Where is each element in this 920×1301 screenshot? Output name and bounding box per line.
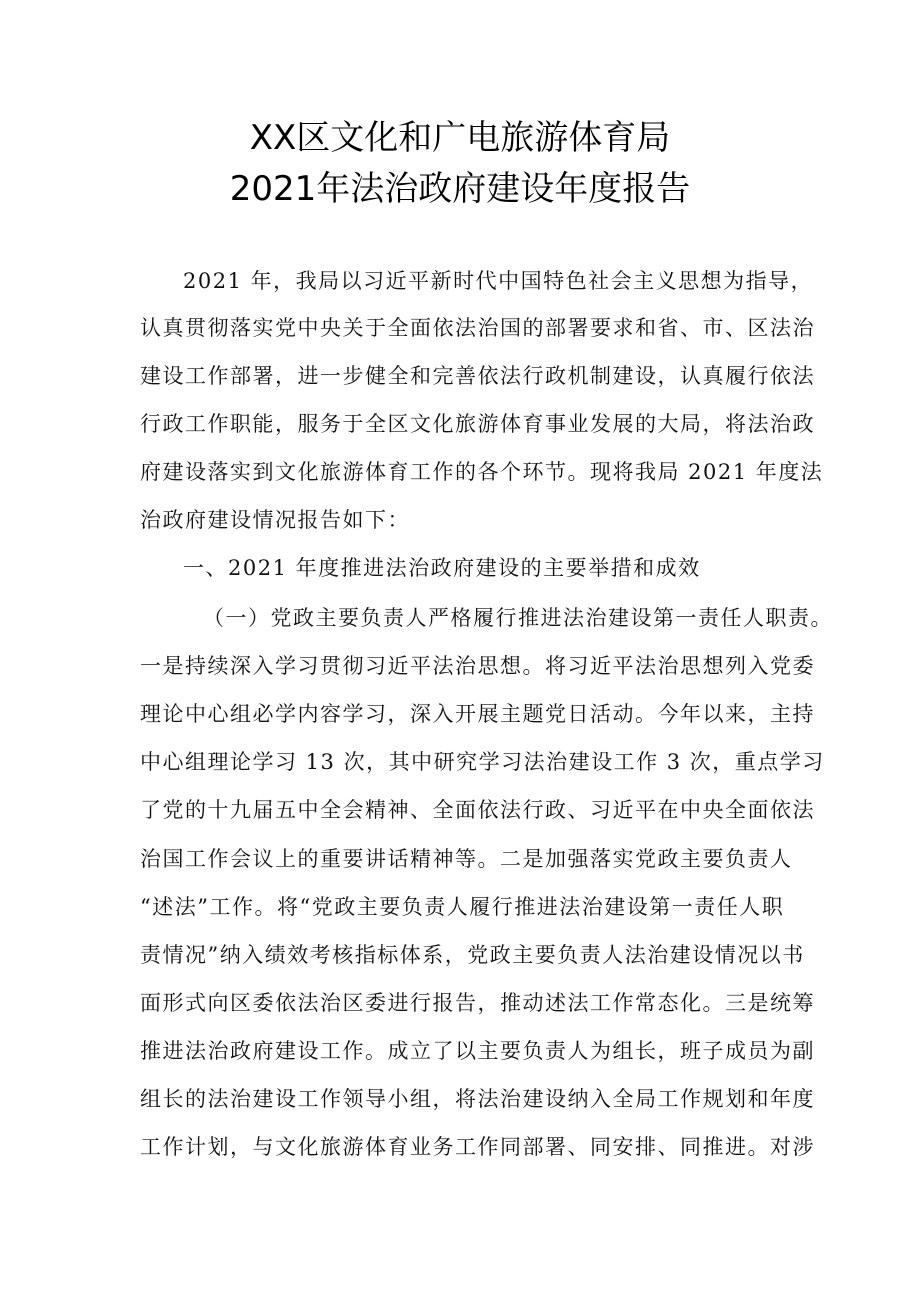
paragraph-line: “述法”工作。将“党政主要负责人履行推进法治建设第一责任人职 [140, 895, 785, 919]
paragraph-line: 面形式向区委依法治区委进行报告，推动述法工作常态化。三是统筹 [140, 991, 815, 1015]
paragraph-line: 一是持续深入学习贯彻习近平法治思想。将习近平法治思想列入党委 [140, 654, 815, 678]
paragraph-line: 行政工作职能，服务于全区文化旅游体育事业发展的大局，将法治政 [140, 412, 815, 436]
paragraph-line: 推进法治政府建设工作。成立了以主要负责人为组长，班子成员为副 [140, 1039, 815, 1063]
subsection-heading: （一）党政主要负责人严格履行推进法治建设第一责任人职责。 [203, 606, 833, 630]
section-heading: 一、2021 年度推进法治政府建设的主要举措和成效 [183, 556, 701, 580]
paragraph-line: 了党的十九届五中全会精神、全面依法行政、习近平在中央全面依法 [140, 798, 815, 822]
paragraph-line: 建设工作部署，进一步健全和完善依法行政机制建设，认真履行依法 [140, 364, 815, 388]
paragraph-line: 治国工作会议上的重要讲话精神等。二是加强落实党政主要负责人 [140, 847, 793, 871]
document-title-line1: XX区文化和广电旅游体育局 [249, 118, 671, 158]
document-title-line2: 2021年法治政府建设年度报告 [229, 169, 691, 209]
paragraph-line: 府建设落实到文化旅游体育工作的各个环节。现将我局 2021 年度法 [140, 460, 824, 484]
paragraph-line: 组长的法治建设工作领导小组，将法治建设纳入全局工作规划和年度 [140, 1087, 815, 1111]
paragraph-line: 治政府建设情况报告如下： [140, 508, 410, 532]
paragraph-line: 认真贯彻落实党中央关于全面依法治国的部署要求和省、市、区法治 [140, 316, 815, 340]
paragraph-line: 责情况”纳入绩效考核指标体系，党政主要负责人法治建设情况以书 [140, 943, 805, 967]
paragraph-line: 工作计划，与文化旅游体育业务工作同部署、同安排、同推进。对涉 [140, 1135, 815, 1159]
paragraph-line: 理论中心组必学内容学习，深入开展主题党日活动。今年以来，主持 [140, 702, 815, 726]
paragraph-line: 中心组理论学习 13 次，其中研究学习法治建设工作 3 次，重点学习 [140, 750, 825, 774]
paragraph-line: 2021 年，我局以习近平新时代中国特色社会主义思想为指导， [183, 269, 814, 293]
